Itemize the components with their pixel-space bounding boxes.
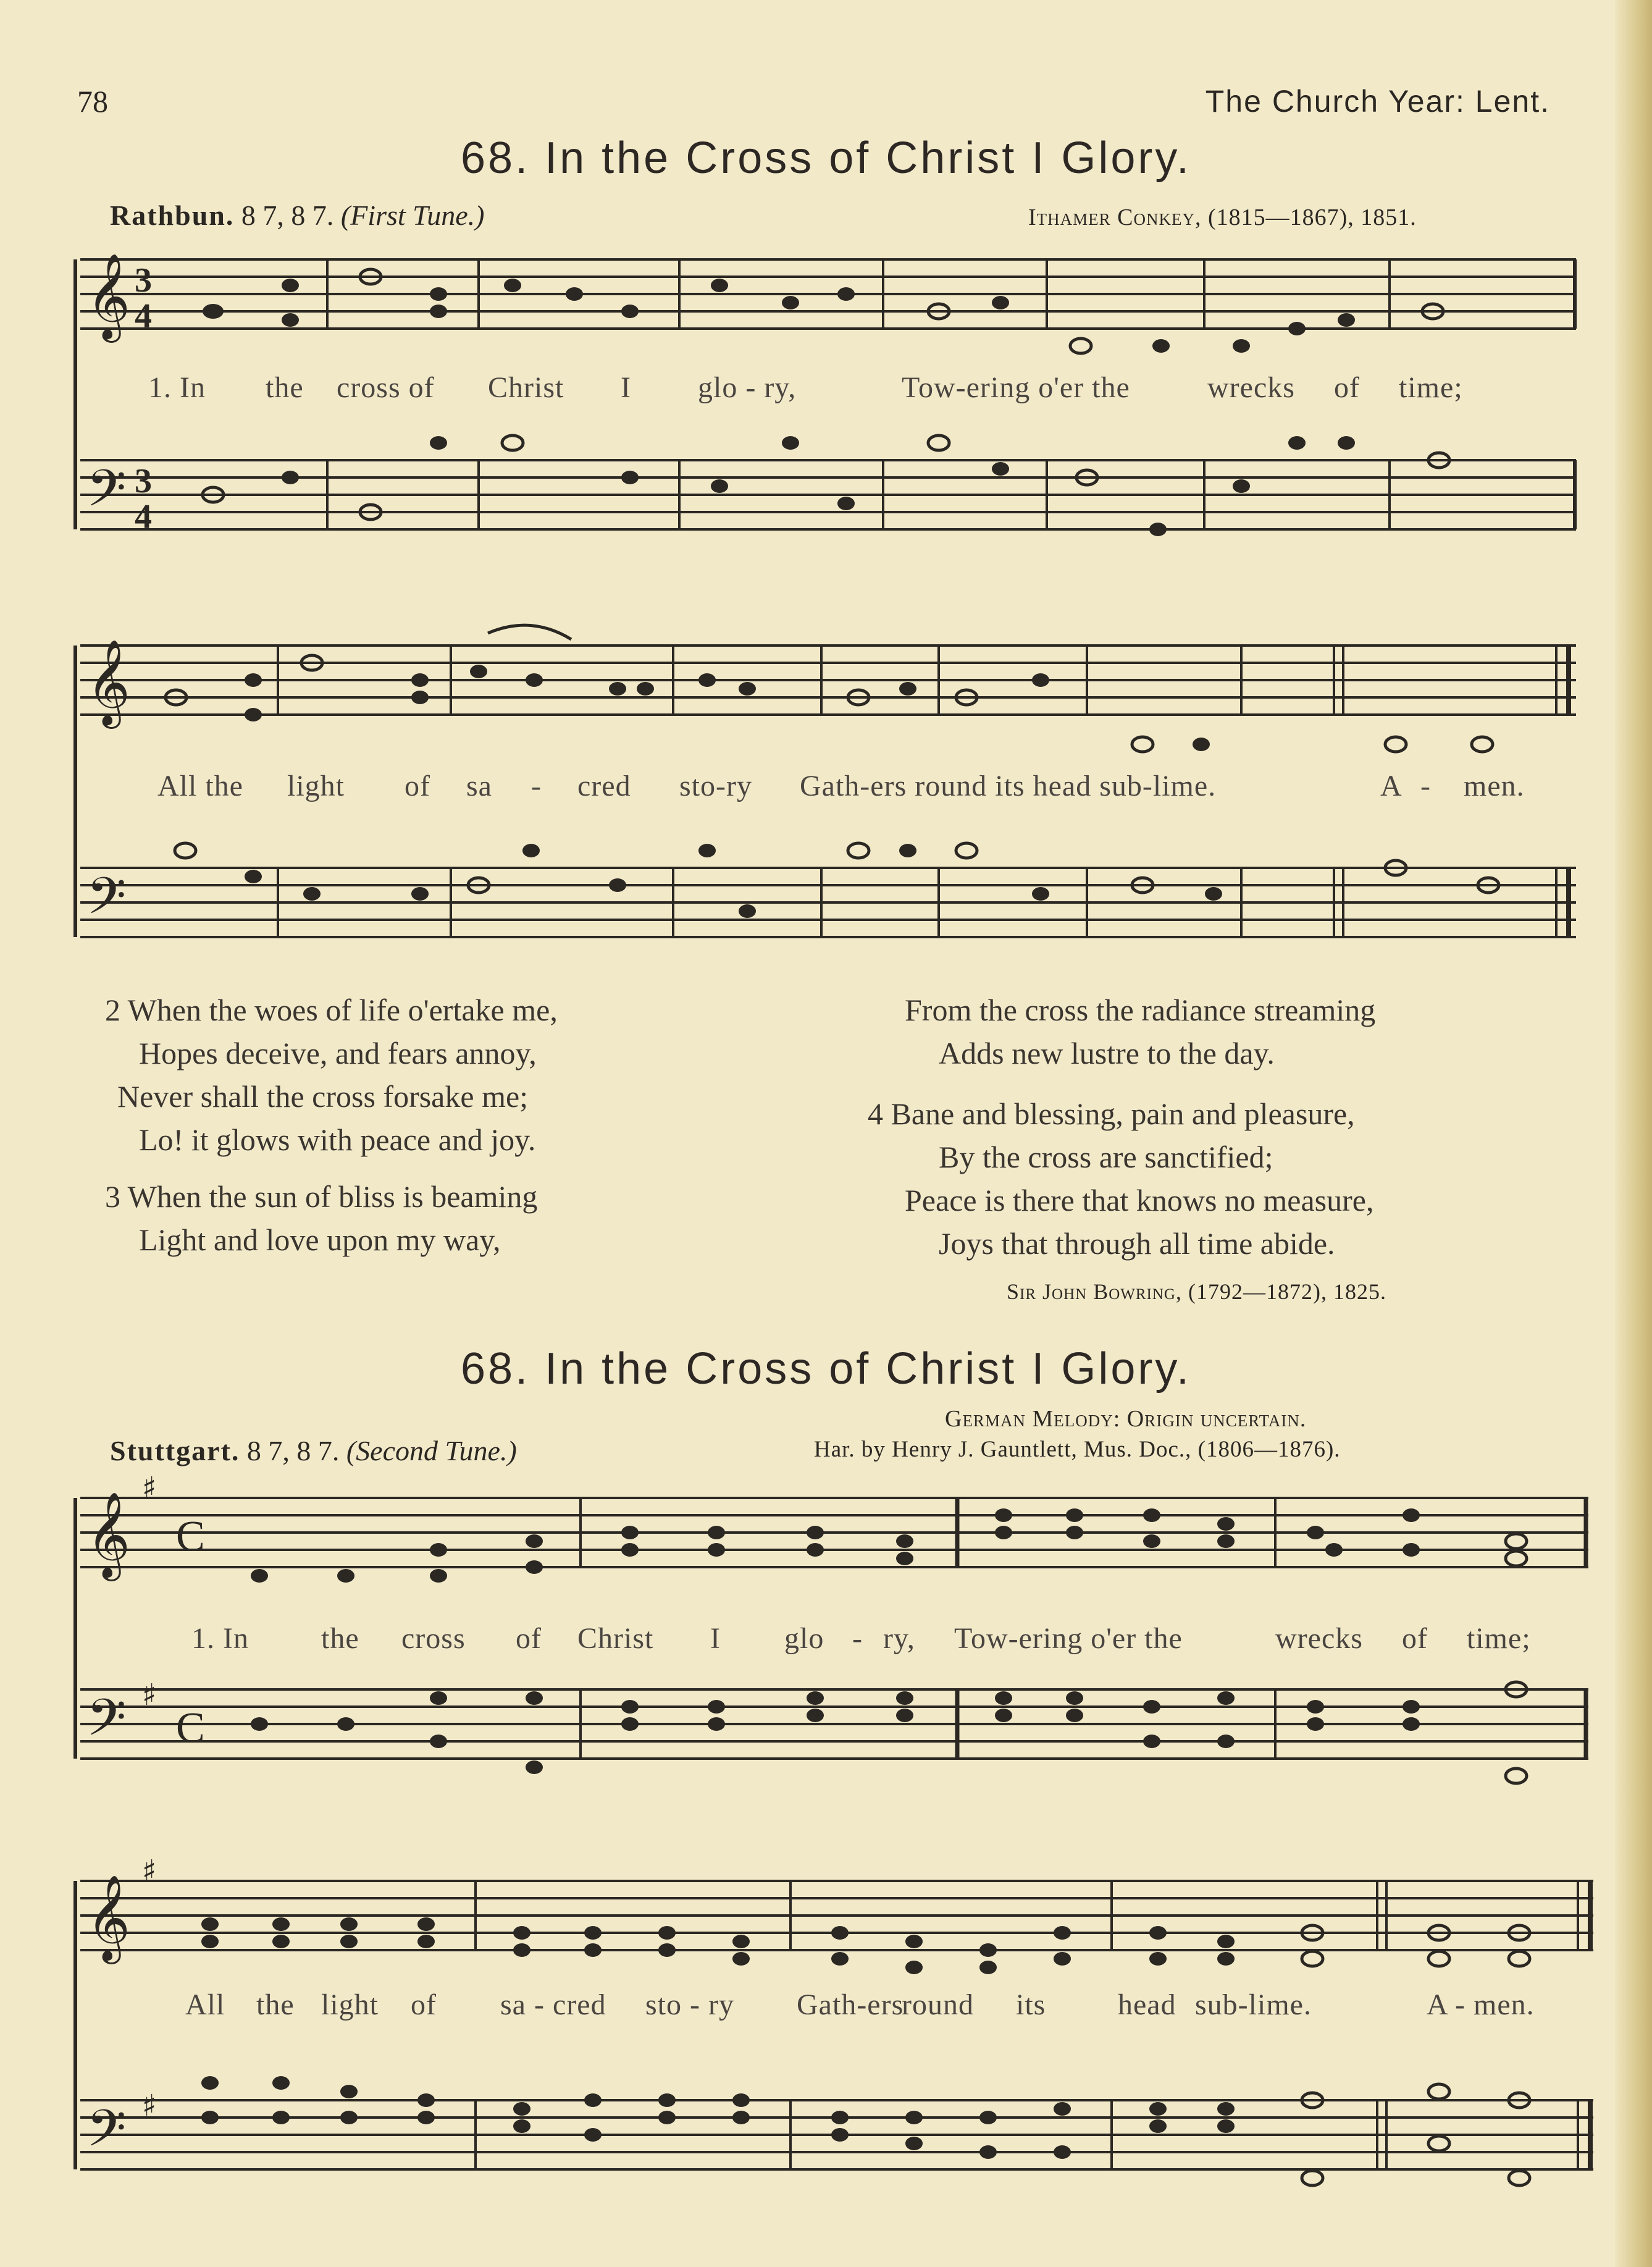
hymn2-system2-score xyxy=(0,1856,1652,2202)
hymn1-tune-note: (First Tune.) xyxy=(340,200,485,231)
hymn2-title: 68. In the Cross of Christ I Glory. xyxy=(460,1344,1191,1394)
lyric-word: round xyxy=(902,1988,974,2021)
hymn2-melody-credit: German Melody: Origin uncertain. xyxy=(945,1406,1307,1432)
lyric-word: light xyxy=(321,1988,379,2021)
lyric-word: ry, xyxy=(883,1622,915,1655)
verses-right-column xyxy=(868,988,1375,1265)
running-title: The Church Year: Lent. xyxy=(1205,84,1550,119)
verse-line: 4 Bane and blessing, pain and pleasure, xyxy=(868,1096,1355,1131)
lyric-word: of xyxy=(1402,1622,1428,1655)
hymn2-tune-name: Stuttgart. xyxy=(110,1435,240,1466)
hymn2-harmonizer: Har. by Henry J. Gauntlett, Mus. Doc., (1806—1876). xyxy=(814,1437,1341,1462)
verse-line: 2 When the woes of life o'ertake me, xyxy=(105,993,558,1027)
lyric-word: sto-ry xyxy=(679,770,752,802)
lyric-word: wrecks xyxy=(1207,371,1295,404)
svg-text:𝄞: 𝄞 xyxy=(86,253,130,339)
lyric-word: Tow-ering o'er the xyxy=(902,371,1130,404)
verse-line: Hopes deceive, and fears annoy, xyxy=(139,1036,537,1070)
svg-text:𝄞: 𝄞 xyxy=(86,1875,130,1961)
svg-text:♯: ♯ xyxy=(142,1854,157,1888)
lyric-word: A xyxy=(1380,770,1403,802)
svg-text:𝄢: 𝄢 xyxy=(86,458,127,531)
lyric-word: Gath-ers round its head sub-lime. xyxy=(800,770,1217,802)
lyric-word: glo - ry, xyxy=(698,371,797,404)
hymn2-tune-note: (Second Tune.) xyxy=(346,1435,517,1466)
svg-text:4: 4 xyxy=(135,297,152,335)
svg-text:♯: ♯ xyxy=(142,1678,157,1712)
lyric-word: head xyxy=(1118,1988,1176,2021)
lyric-word: glo xyxy=(784,1622,824,1655)
verse-line: Light and love upon my way, xyxy=(139,1222,501,1257)
lyric-word: sto - ry xyxy=(645,1988,734,2021)
lyric-word: cross of xyxy=(337,371,435,404)
svg-text:3: 3 xyxy=(135,462,152,500)
lyric-word: - xyxy=(852,1622,863,1655)
hymn2-lyric-line1 xyxy=(0,1621,1652,1659)
svg-text:𝄢: 𝄢 xyxy=(86,866,127,938)
lyric-word: All xyxy=(185,1988,225,2021)
lyric-word: Christ xyxy=(488,371,564,404)
svg-text:𝄞: 𝄞 xyxy=(86,639,130,725)
hymn2-tune-line xyxy=(110,1434,517,1467)
svg-text:♯: ♯ xyxy=(142,2088,157,2123)
verse-line: Lo! it glows with peace and joy. xyxy=(139,1122,536,1157)
hymn1-tune-line xyxy=(110,199,484,232)
verse-line: By the cross are sanctified; xyxy=(939,1140,1273,1174)
lyric-word: of xyxy=(405,770,430,802)
svg-text:𝄢: 𝄢 xyxy=(86,1688,127,1760)
svg-text:C: C xyxy=(176,1704,205,1752)
lyric-word: the xyxy=(321,1622,359,1655)
lyric-word: time; xyxy=(1467,1622,1531,1655)
lyric-word: sub-lime. xyxy=(1195,1988,1312,2021)
hymn1-tune-name: Rathbun. xyxy=(110,200,235,231)
lyric-word: I xyxy=(621,371,631,404)
lyric-word: time; xyxy=(1399,371,1463,404)
svg-text:𝄢: 𝄢 xyxy=(86,2098,127,2171)
page-number: 78 xyxy=(77,84,108,119)
verse-author: Sir John Bowring, (1792—1872), 1825. xyxy=(1007,1279,1386,1304)
verse-line: Joys that through all time abide. xyxy=(939,1226,1335,1261)
svg-text:𝄞: 𝄞 xyxy=(86,1492,130,1578)
lyric-word: of xyxy=(411,1988,437,2021)
lyric-word: Tow-ering o'er the xyxy=(954,1622,1183,1655)
svg-text:♯: ♯ xyxy=(142,1471,157,1505)
lyric-word: the xyxy=(266,371,304,404)
svg-text:4: 4 xyxy=(135,498,152,536)
hymn2-meter: 8 7, 8 7. xyxy=(246,1435,340,1466)
lyric-word: - xyxy=(1420,770,1431,802)
verse-line: Adds new lustre to the day. xyxy=(939,1036,1275,1070)
lyric-word: cross xyxy=(401,1622,466,1655)
lyric-word: sa xyxy=(466,770,492,802)
verses-left-column xyxy=(105,988,558,1261)
hymn1-composer: Ithamer Conkey, (1815—1867), 1851. xyxy=(1028,204,1417,230)
lyric-word: cred xyxy=(577,770,631,802)
svg-text:3: 3 xyxy=(135,261,152,300)
lyric-word: 1. In xyxy=(191,1622,249,1655)
lyric-word: A - men. xyxy=(1427,1988,1535,2021)
hymn2-lyric-line2 xyxy=(0,1988,1652,2025)
lyric-word: 1. In xyxy=(148,371,206,404)
svg-text:C: C xyxy=(176,1513,205,1560)
hymn1-title: 68. In the Cross of Christ I Glory. xyxy=(460,133,1191,183)
verse-line: From the cross the radiance streaming xyxy=(905,993,1376,1027)
verse-line: Peace is there that knows no measure, xyxy=(905,1183,1374,1218)
lyric-word: light xyxy=(287,770,345,802)
lyric-word: - xyxy=(531,770,542,802)
lyric-word: sa - cred xyxy=(500,1988,606,2021)
hymn1-lyric-line2 xyxy=(0,769,1652,806)
verse-line: 3 When the sun of bliss is beaming xyxy=(105,1179,538,1214)
hymn1-lyric-line1 xyxy=(0,371,1652,408)
lyric-word: Christ xyxy=(577,1622,654,1655)
lyric-word: its xyxy=(1016,1988,1046,2021)
verse-line: Never shall the cross forsake me; xyxy=(117,1079,529,1114)
lyric-word: of xyxy=(1334,371,1360,404)
lyric-word: the xyxy=(256,1988,295,2021)
lyric-word: All the xyxy=(157,770,243,802)
lyric-word: wrecks xyxy=(1275,1622,1363,1655)
lyric-word: men. xyxy=(1464,770,1525,802)
lyric-word: I xyxy=(710,1622,721,1655)
lyric-word: of xyxy=(516,1622,542,1655)
hymn1-meter: 8 7, 8 7. xyxy=(241,200,334,231)
lyric-word: Gath-ers xyxy=(797,1988,904,2021)
